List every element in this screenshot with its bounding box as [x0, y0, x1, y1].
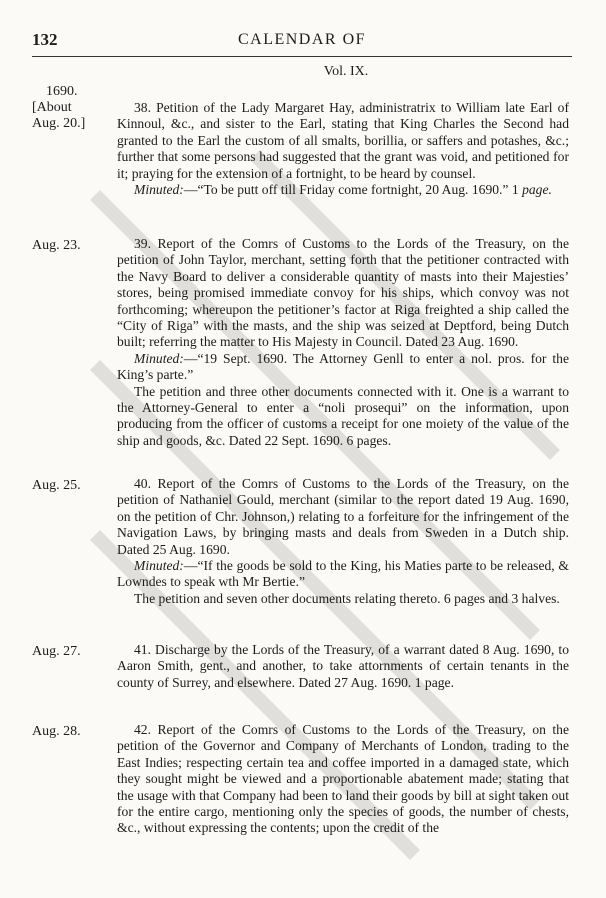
entry-text: 40. Report of the Comrs of Customs to the Lords of the Treasury, on the petition of Nathaniel Gould, merchant (similar to the report dated 19 Aug. 1690, on the petition of Chr. Johnson,) relating to a forfeiture for the infringement of the Navigation Laws, by bringing masts and deals from Sweden in a Dutch ship. Dated 25 Aug. 1690.: [117, 476, 569, 557]
minute-label: Minuted:: [134, 350, 184, 366]
date-line: [About: [32, 100, 72, 115]
entry-note: The petition and three other documents connected with it. One is a warrant to the Attorney-General to enter a “noli prosequi” on the information, upon producing from the officer of customs a receipt for one moiety of the value of the ship and goods, &c. Dated 22 Sept. 1690. 6 pages.: [117, 383, 569, 448]
minute-text: —“19 Sept. 1690. The Attorney Genll to enter a nol. pros. for the King’s parte.”: [117, 350, 569, 383]
minute-text: —“To be putt off till Friday come fortnight, 20 Aug. 1690.” 1: [183, 182, 523, 198]
entry-text: 38. Petition of the Lady Margaret Hay, administratrix to William late Earl of Kinnoul, &c., and sister to the Earl, stating that King Charles the Second had granted to the Earl the custom of all smalts, borillia, or saffers and potashes, &c.; further that some persons had suggested that the grant was void, and petitioned for it; praying for the extension of a fortnight, to be heard by counsel.: [117, 100, 569, 181]
entry-42: [117, 722, 569, 837]
entry-38: [117, 100, 569, 198]
date-line: Aug. 27.: [32, 644, 81, 659]
entry-note: The petition and seven other documents relating thereto. 6 pages and 3 halves.: [134, 590, 560, 606]
entry-date: [32, 238, 112, 254]
entry-text: 41. Discharge by the Lords of the Treasury, of a warrant dated 8 Aug. 1690, to Aaron Smith, gent., and another, to take attornments of certain tenants in the county of Surrey, and elsewhere. Dated 27 Aug. 1690. 1 page.: [117, 642, 569, 690]
entry-text: 42. Report of the Comrs of Customs to the Lords of the Treasury, on the petition of the Governor and Company of Merchants of London, trading to the East Indies; respecting certain tea and coffee imported in a damaged state, which they sought might be viewed and a proportionable abatement made; stating that the usage with that Company had been to land their goods by bill at sight taken out for the entire cargo, mentioning only the species of goods, the number of chests, &c., without expressing the contents; upon the credit of the: [117, 722, 569, 836]
page-count: page.: [522, 182, 552, 198]
page-header: [32, 30, 572, 54]
entry-date: [32, 724, 112, 740]
minute-note: [117, 351, 569, 384]
minute-note: [117, 558, 569, 591]
date-line: Aug. 25.: [32, 478, 81, 493]
minute-note: [117, 182, 569, 198]
minute-label: Minuted:: [134, 182, 184, 198]
entry-date: [32, 478, 112, 494]
date-line: Aug. 23.: [32, 238, 81, 253]
minute-text: —“If the goods be sold to the King, his Maties parte to be released, & Lowndes to speak wth Mr Bertie.”: [117, 558, 569, 590]
header-rule: [32, 56, 572, 57]
date-line: Aug. 28.: [32, 724, 81, 739]
running-title: CALENDAR OF: [237, 31, 367, 48]
volume-label: Vol. IX.: [323, 64, 369, 79]
date-line: 1690.: [46, 84, 78, 99]
entry-date: [32, 644, 112, 660]
page-number: 132: [32, 30, 58, 49]
entry-41: [117, 642, 569, 691]
minute-label: Minuted:: [134, 558, 184, 574]
entry-39: [117, 236, 569, 449]
date-line: Aug. 20.]: [32, 116, 86, 131]
entry-date: [32, 84, 112, 132]
entry-40: [117, 476, 569, 607]
entry-text: 39. Report of the Comrs of Customs to the Lords of the Treasury, on the petition of John Taylor, merchant, setting forth that the petitioner contracted with the Navy Board to deliver a considerable quantity of masts into their Majesties’ stores, being promised immediate convoy for his ships, which convoy was not forthcoming; whereupon the petitioner’s factor at Riga freighted a ship called the “City of Riga” with the masts, and the ship was seized at Deptford, being Dutch built; referring the matter to His Majesty in Council. Dated 23 Aug. 1690.: [117, 236, 569, 350]
